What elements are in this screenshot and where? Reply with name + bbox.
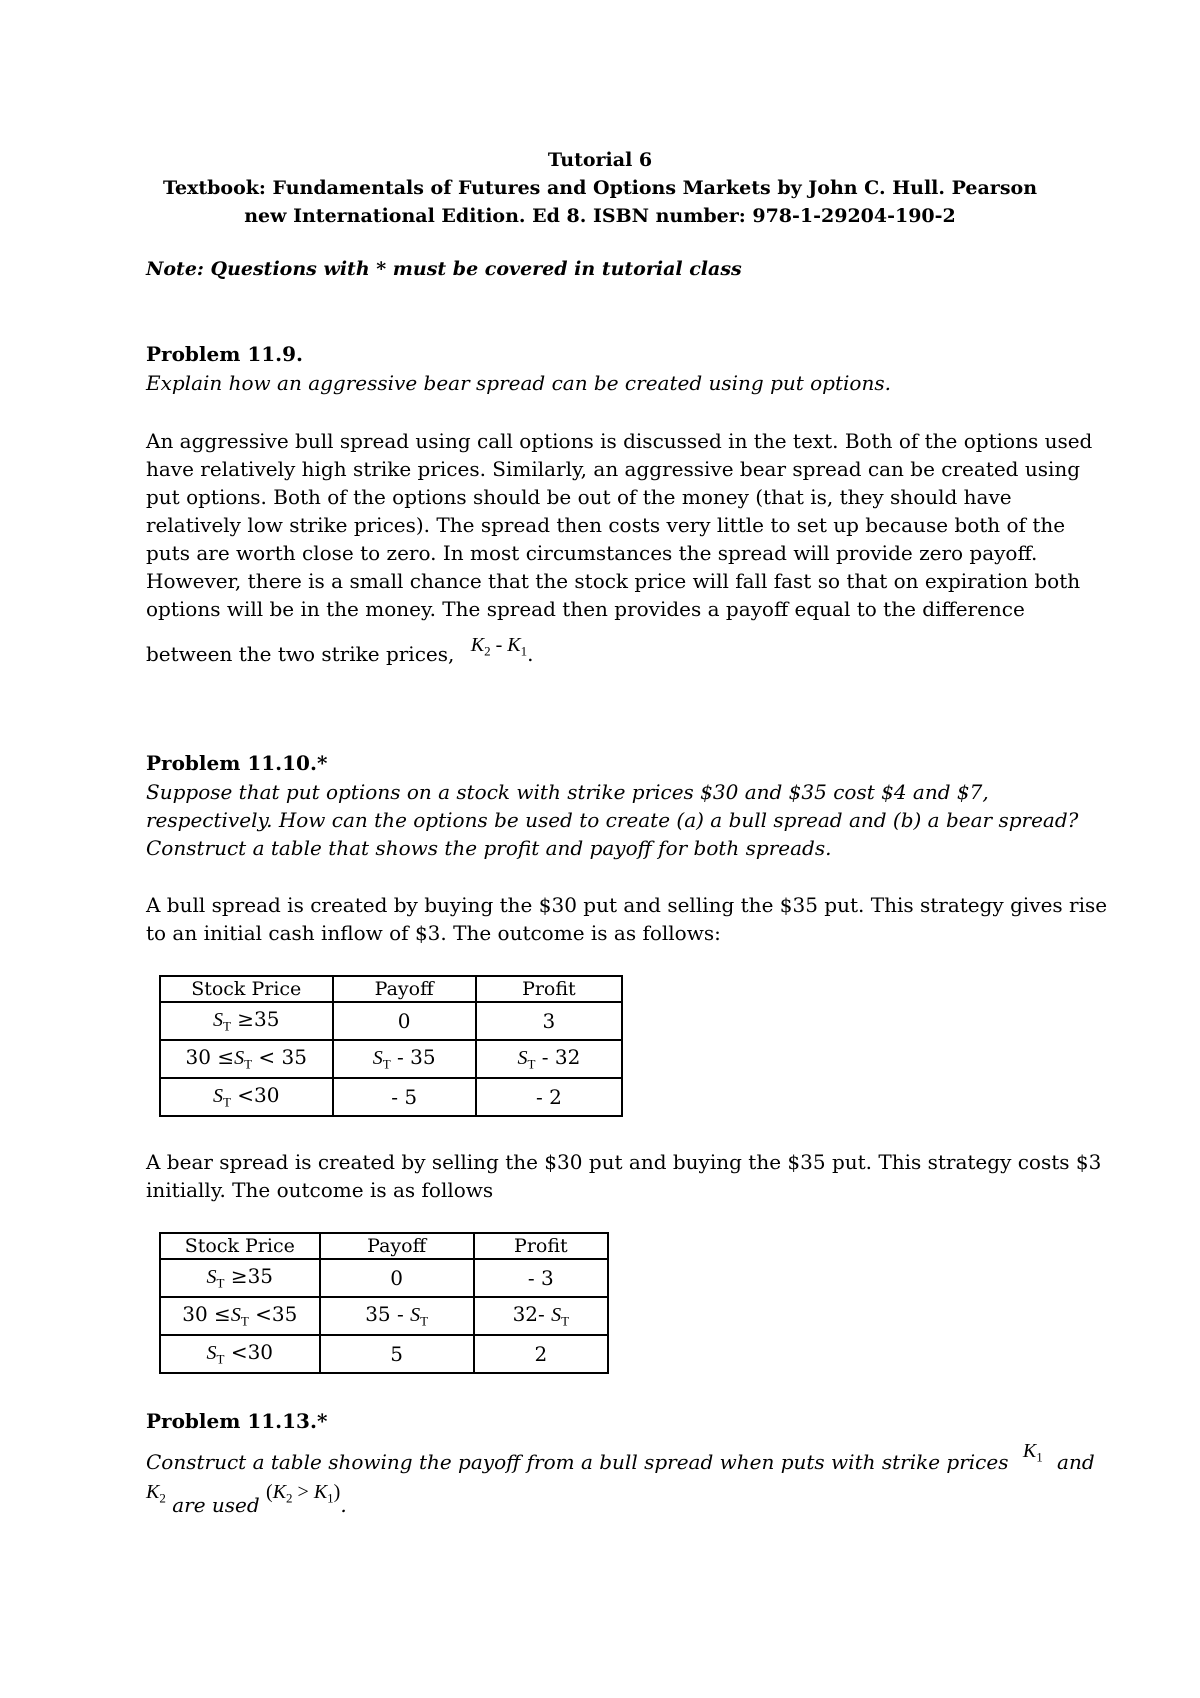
answer-line: options will be in the money. The spread then provides a payoff equal to the difference [146, 597, 1025, 621]
answer-last-line-text: between the two strike prices, [146, 642, 455, 666]
question-line: Suppose that put options on a stock with strike prices $30 and $35 cost $4 and $7, [146, 780, 989, 804]
textbook-line-2: new International Edition. Ed 8. ISBN number: 978-1-29204-190-2 [244, 205, 956, 227]
intro-line: initially. The outcome is as follows [146, 1178, 494, 1202]
tutorial-title: Tutorial 6 [547, 149, 653, 171]
intro-line: to an initial cash inflow of $3. The outcome is as follows: [146, 921, 721, 945]
column-header: Profit [476, 976, 622, 1002]
table-header-row [160, 976, 622, 1002]
intro-line: A bear spread is created by selling the $30 put and buying the $35 put. This strategy costs $3 [146, 1150, 1102, 1174]
problem-11-9-question: Explain how an aggressive bear spread can be created using put options. [146, 371, 891, 395]
textbook-line-1: Textbook: Fundamentals of Futures and Options Markets by John C. Hull. Pearson [162, 177, 1038, 199]
table-cell: $30 \le S_T <35$ [160, 1297, 320, 1335]
stock-price-symbol: $S_T$ [230, 1304, 249, 1329]
question-line: Construct a table that shows the profit and payoff for both spreads. [146, 836, 832, 860]
table-row [160, 1297, 608, 1335]
stock-price-symbol: $S_T$ [234, 1047, 253, 1072]
stock-price-symbol: $S_T$ [212, 1085, 231, 1110]
k2-greater-k1-condition: $(K_2 > K_1)$ [266, 1481, 341, 1506]
column-header: Payoff [320, 1233, 474, 1259]
answer-line: put options. Both of the options should be out of the money (that is, they should have [146, 485, 1012, 509]
table-row [160, 1335, 608, 1373]
column-header: Stock Price [160, 976, 333, 1002]
table-cell: - 2 [476, 1078, 622, 1116]
stock-price-symbol: $S_T$ [372, 1047, 391, 1072]
bear-spread-intro [146, 1148, 1101, 1204]
table-row [160, 1002, 622, 1040]
problem-11-10-title: Problem 11.10.* [146, 751, 328, 775]
table-row [160, 1078, 622, 1116]
table-cell: 0 [333, 1002, 476, 1040]
bull-spread-intro [146, 891, 1107, 947]
table-cell: $S_T <30$ [160, 1335, 320, 1373]
problem-11-9-answer [146, 427, 1092, 623]
stock-price-symbol: $S_T$ [206, 1342, 225, 1367]
problem-11-13-question-line-1: Construct a table showing the payoff from a bull spread when puts with strike prices $K_1$ and [146, 1440, 1095, 1474]
table-row [160, 1259, 608, 1297]
table-cell: $S_T \ge 35$ [160, 1002, 333, 1040]
table-cell: - 3 [474, 1259, 608, 1297]
table-cell: $S_T - 35$ [333, 1040, 476, 1078]
table-row [160, 1040, 622, 1078]
table-cell: $35 - S_T$ [320, 1297, 474, 1335]
table-cell: 0 [320, 1259, 474, 1297]
question-line: respectively. How can the options be used to create (a) a bull spread and (b) a bear spread? [146, 808, 1079, 832]
table-cell: $S_T \ge 35$ [160, 1259, 320, 1297]
problem-11-13-title: Problem 11.13.* [146, 1409, 328, 1433]
answer-line: However, there is a small chance that the stock price will fall fast so that on expiration both [146, 569, 1081, 593]
problem-11-9-title: Problem 11.9. [146, 342, 304, 366]
answer-line: puts are worth close to zero. In most circumstances the spread will provide zero payoff. [146, 541, 1038, 565]
bear-spread-table [159, 1232, 609, 1374]
table-cell: 3 [476, 1002, 622, 1040]
problem-11-13-question-line-2: $K_2$ are used $(K_2 > K_1)$. [146, 1481, 347, 1517]
table-cell: 32- $S_T$ [474, 1297, 608, 1335]
k1-symbol: $K_1$ [1022, 1440, 1043, 1465]
bull-spread-table [159, 975, 623, 1117]
table-cell: 2 [474, 1335, 608, 1373]
table-cell: - 5 [333, 1078, 476, 1116]
strike-difference-formula: $K_2 - K_1$ [470, 634, 528, 659]
column-header: Payoff [333, 976, 476, 1002]
k2-symbol: $K_2$ [146, 1481, 166, 1506]
table-cell: $S_T - 32$ [476, 1040, 622, 1078]
stock-price-symbol: $S_T$ [212, 1009, 231, 1034]
problem-11-10-question [146, 778, 1078, 862]
table-cell: $S_T <30$ [160, 1078, 333, 1116]
table-header-row [160, 1233, 608, 1259]
answer-last-line: between the two strike prices, $K_2 - K_1$. [146, 634, 534, 666]
answer-line: have relatively high strike prices. Similarly, an aggressive bear spread can be created using [146, 457, 1081, 481]
column-header: Stock Price [160, 1233, 320, 1259]
stock-price-symbol: $S_T$ [206, 1266, 225, 1291]
tutorial-note: Note: Questions with * must be covered in tutorial class [146, 258, 742, 280]
table-cell: $30 \le S_T < 35$ [160, 1040, 333, 1078]
stock-price-symbol: $S_T$ [517, 1047, 536, 1072]
answer-line: An aggressive bull spread using call options is discussed in the text. Both of the options used [146, 429, 1093, 453]
answer-line: relatively low strike prices). The spread then costs very little to set up because both of the [146, 513, 1066, 537]
stock-price-symbol: $S_T$ [551, 1304, 570, 1329]
table-cell: 5 [320, 1335, 474, 1373]
intro-line: A bull spread is created by buying the $30 put and selling the $35 put. This strategy gives rise [146, 893, 1108, 917]
stock-price-symbol: $S_T$ [410, 1304, 429, 1329]
column-header: Profit [474, 1233, 608, 1259]
